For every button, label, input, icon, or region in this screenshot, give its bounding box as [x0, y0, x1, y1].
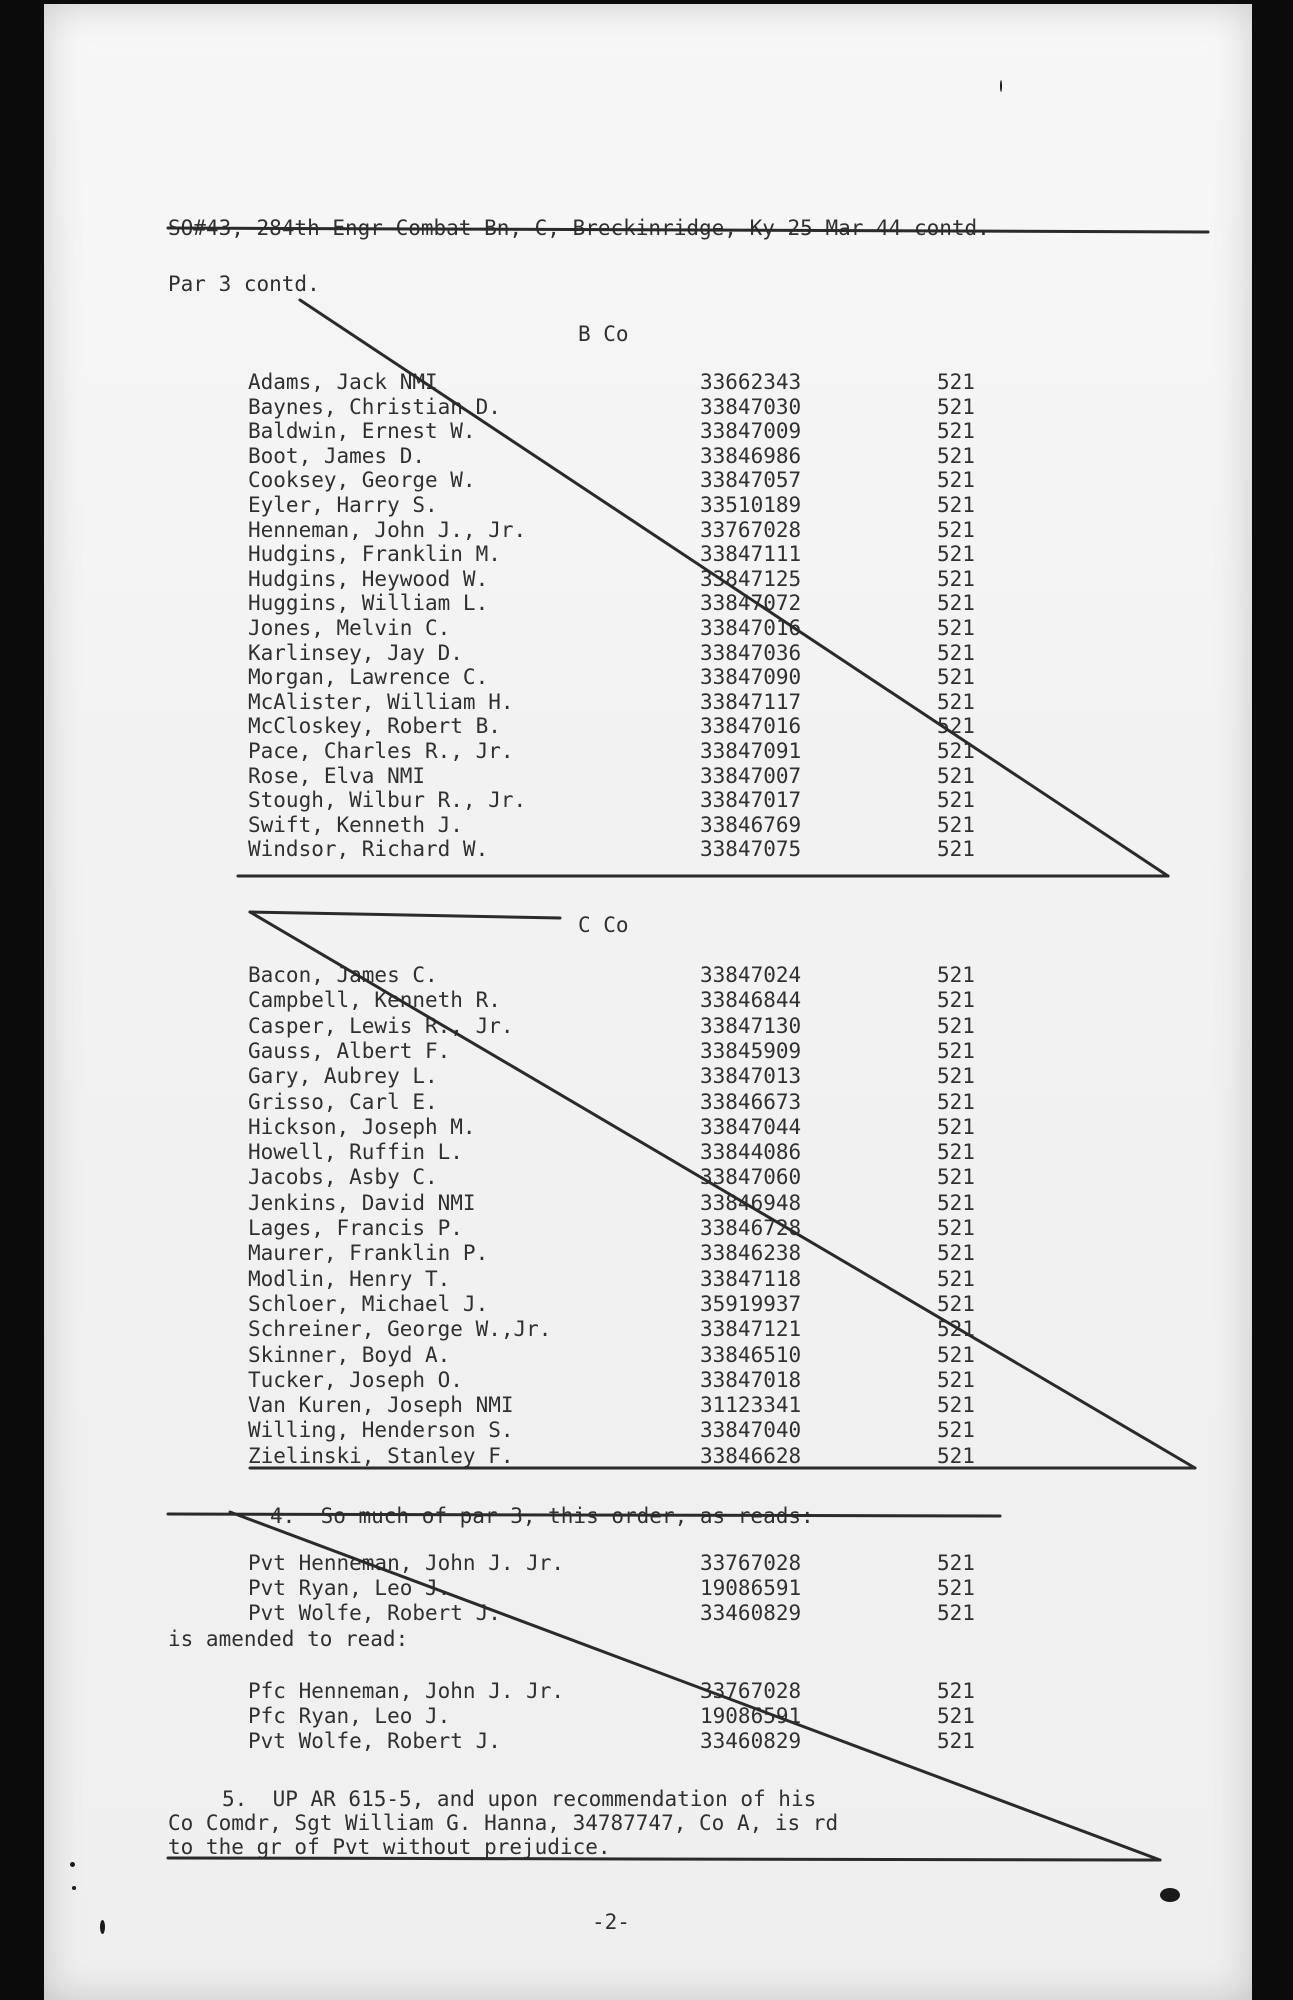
serial-number: 33460829: [700, 1729, 802, 1753]
roster-name: Pace, Charles R., Jr.: [248, 739, 514, 763]
specialty-code: 521: [937, 1216, 975, 1240]
roster-name: Pvt Ryan, Leo J.: [248, 1576, 451, 1600]
specialty-code: 521: [937, 591, 975, 616]
serial-number: 33847091: [700, 739, 802, 763]
specialty-code: 521: [937, 1704, 975, 1728]
serial-number: 33847072: [700, 591, 802, 616]
serial-number: 33460829: [700, 1601, 802, 1625]
roster-name: Modlin, Henry T.: [248, 1266, 451, 1291]
serial-number: 33846673: [700, 1089, 802, 1114]
specialty-code: 521: [937, 812, 975, 837]
roster-name: Howell, Ruffin L.: [248, 1140, 463, 1165]
serial-number: 33847024: [700, 963, 802, 987]
roster-name: Zielinski, Stanley F.: [248, 1443, 514, 1468]
roster-name: Adams, Jack NMI: [248, 370, 438, 394]
roster-name: Pfc Henneman, John J. Jr.: [248, 1679, 565, 1703]
roster-name: Baldwin, Ernest W.: [248, 419, 476, 444]
roster-name: Hickson, Joseph M.: [248, 1114, 476, 1139]
serial-number: 19086591: [700, 1576, 802, 1600]
scan-speck: [72, 1886, 76, 1890]
serial-number: 35919937: [700, 1291, 802, 1316]
serial-number: 33847040: [700, 1418, 802, 1443]
specialty-code: 521: [937, 788, 975, 813]
serial-number: 33847017: [700, 788, 802, 813]
roster-name: Hudgins, Franklin M.: [248, 542, 501, 567]
serial-number: 33847030: [700, 394, 802, 419]
roster-name: Schreiner, George W.,Jr.: [248, 1317, 552, 1342]
specialty-code: 521: [937, 394, 975, 419]
document-page: [44, 4, 1252, 2000]
ink-blot: [1160, 1888, 1180, 1902]
serial-number: 19086591: [700, 1704, 802, 1728]
serial-number: 33847125: [700, 566, 802, 591]
roster-name: Pvt Wolfe, Robert J.: [248, 1729, 501, 1753]
roster-name: Maurer, Franklin P.: [248, 1241, 489, 1266]
roster-name: Tucker, Joseph O.: [248, 1367, 463, 1392]
serial-number: 33847016: [700, 616, 802, 640]
roster-name: Rose, Elva NMI: [248, 763, 426, 788]
roster-name: McCloskey, Robert B.: [248, 714, 501, 739]
serial-number: 33510189: [700, 493, 802, 517]
roster-name: Jones, Melvin C.: [248, 616, 451, 640]
serial-number: 33847057: [700, 468, 802, 493]
roster-name: Jenkins, David NMI: [248, 1190, 476, 1215]
serial-number: 33846986: [700, 443, 802, 468]
roster-name: Skinner, Boyd A.: [248, 1342, 451, 1367]
roster-name: Huggins, William L.: [248, 591, 489, 616]
specialty-code: 521: [937, 616, 975, 640]
roster-name: Casper, Lewis R., Jr.: [248, 1013, 514, 1038]
scan-speck: [70, 1862, 75, 1867]
specialty-code: 521: [937, 1291, 975, 1316]
serial-number: 33847117: [700, 689, 802, 714]
serial-number: 33847118: [700, 1266, 802, 1291]
serial-number: 33846769: [700, 812, 802, 837]
specialty-code: 521: [937, 370, 975, 394]
specialty-code: 521: [937, 714, 975, 739]
specialty-code: 521: [937, 1729, 975, 1753]
specialty-code: 521: [937, 988, 975, 1013]
roster-name: McAlister, William H.: [248, 689, 514, 714]
par5-line-1: 5. UP AR 615-5, and upon recommendation of his: [222, 1787, 817, 1811]
roster-name: Swift, Kenneth J.: [248, 812, 463, 837]
specialty-code: 521: [937, 1190, 975, 1215]
serial-number: 33847036: [700, 640, 802, 665]
specialty-code: 521: [937, 517, 975, 542]
specialty-code: 521: [937, 689, 975, 714]
specialty-code: 521: [937, 1317, 975, 1342]
roster-name: Van Kuren, Joseph NMI: [248, 1393, 514, 1418]
roster-name: Baynes, Christian D.: [248, 394, 501, 419]
roster-name: Boot, James D.: [248, 443, 426, 468]
serial-number: 33767028: [700, 1679, 802, 1703]
serial-number: 33846238: [700, 1241, 802, 1266]
roster-name: Pfc Ryan, Leo J.: [248, 1704, 451, 1728]
serial-number: 33846844: [700, 988, 802, 1013]
specialty-code: 521: [937, 1089, 975, 1114]
specialty-code: 521: [937, 468, 975, 493]
scan-speck: [1000, 80, 1002, 92]
specialty-code: 521: [937, 1266, 975, 1291]
specialty-code: 521: [937, 419, 975, 444]
serial-number: 33847044: [700, 1114, 802, 1139]
serial-number: 33767028: [700, 517, 802, 542]
serial-number: 33847130: [700, 1013, 802, 1038]
specialty-code: 521: [937, 1443, 975, 1468]
serial-number: 33847090: [700, 665, 802, 690]
serial-number: 33847060: [700, 1165, 802, 1190]
specialty-code: 521: [937, 1576, 975, 1600]
serial-number: 33845909: [700, 1038, 802, 1063]
serial-number: 33846948: [700, 1190, 802, 1215]
roster-name: Windsor, Richard W.: [248, 837, 489, 862]
paragraph-label: Par 3 contd.: [168, 272, 320, 296]
specialty-code: 521: [937, 542, 975, 567]
roster-name: Henneman, John J., Jr.: [248, 517, 527, 542]
specialty-code: 521: [937, 763, 975, 788]
roster-name: Lages, Francis P.: [248, 1216, 463, 1240]
c-co-heading: C Co: [578, 913, 629, 937]
roster-name: Schloer, Michael J.: [248, 1291, 489, 1316]
specialty-code: 521: [937, 1342, 975, 1367]
serial-number: 33846628: [700, 1443, 802, 1468]
specialty-code: 521: [937, 1114, 975, 1139]
specialty-code: 521: [937, 739, 975, 763]
specialty-code: 521: [937, 665, 975, 690]
serial-number: 33846728: [700, 1216, 802, 1240]
serial-number: 33847009: [700, 419, 802, 444]
amended-label: is amended to read:: [168, 1627, 409, 1651]
roster-name: Bacon, James C.: [248, 963, 438, 987]
scan-speck: [100, 1920, 105, 1934]
specialty-code: 521: [937, 1038, 975, 1063]
specialty-code: 521: [937, 1551, 975, 1575]
header-line: SO#43, 284th Engr Combat Bn, C, Breckinridge, Ky 25 Mar 44 contd.: [168, 216, 990, 240]
par4-intro: 4. So much of par 3, this order, as reads:: [270, 1504, 814, 1528]
specialty-code: 521: [937, 493, 975, 517]
serial-number: 33847018: [700, 1367, 802, 1392]
specialty-code: 521: [937, 1140, 975, 1165]
specialty-code: 521: [937, 640, 975, 665]
specialty-code: 521: [937, 1393, 975, 1418]
b-co-heading: B Co: [578, 322, 629, 346]
serial-number: 33662343: [700, 370, 802, 394]
roster-name: Willing, Henderson S.: [248, 1418, 514, 1443]
specialty-code: 521: [937, 443, 975, 468]
specialty-code: 521: [937, 1679, 975, 1703]
specialty-code: 521: [937, 1367, 975, 1392]
specialty-code: 521: [937, 963, 975, 987]
serial-number: 33847013: [700, 1064, 802, 1089]
page-number: -2-: [592, 1910, 630, 1934]
serial-number: 33847007: [700, 763, 802, 788]
specialty-code: 521: [937, 1013, 975, 1038]
roster-name: Gary, Aubrey L.: [248, 1064, 438, 1089]
serial-number: 33844086: [700, 1140, 802, 1165]
roster-name: Hudgins, Heywood W.: [248, 566, 489, 591]
roster-name: Jacobs, Asby C.: [248, 1165, 438, 1190]
roster-name: Pvt Henneman, John J. Jr.: [248, 1551, 565, 1575]
roster-name: Eyler, Harry S.: [248, 493, 438, 517]
roster-name: Pvt Wolfe, Robert J.: [248, 1601, 501, 1625]
roster-name: Karlinsey, Jay D.: [248, 640, 463, 665]
serial-number: 33846510: [700, 1342, 802, 1367]
roster-name: Cooksey, George W.: [248, 468, 476, 493]
specialty-code: 521: [937, 566, 975, 591]
specialty-code: 521: [937, 1241, 975, 1266]
specialty-code: 521: [937, 1165, 975, 1190]
par5-line-3: to the gr of Pvt without prejudice.: [168, 1835, 611, 1859]
roster-name: Gauss, Albert F.: [248, 1038, 451, 1063]
roster-name: Grisso, Carl E.: [248, 1089, 438, 1114]
specialty-code: 521: [937, 837, 975, 862]
serial-number: 31123341: [700, 1393, 802, 1418]
specialty-code: 521: [937, 1064, 975, 1089]
serial-number: 33767028: [700, 1551, 802, 1575]
serial-number: 33847111: [700, 542, 802, 567]
serial-number: 33847121: [700, 1317, 802, 1342]
specialty-code: 521: [937, 1418, 975, 1443]
roster-name: Morgan, Lawrence C.: [248, 665, 489, 690]
roster-name: Campbell, Kenneth R.: [248, 988, 501, 1013]
serial-number: 33847016: [700, 714, 802, 739]
roster-name: Stough, Wilbur R., Jr.: [248, 788, 527, 813]
serial-number: 33847075: [700, 837, 802, 862]
specialty-code: 521: [937, 1601, 975, 1625]
par5-line-2: Co Comdr, Sgt William G. Hanna, 34787747, Co A, is rd: [168, 1811, 839, 1835]
